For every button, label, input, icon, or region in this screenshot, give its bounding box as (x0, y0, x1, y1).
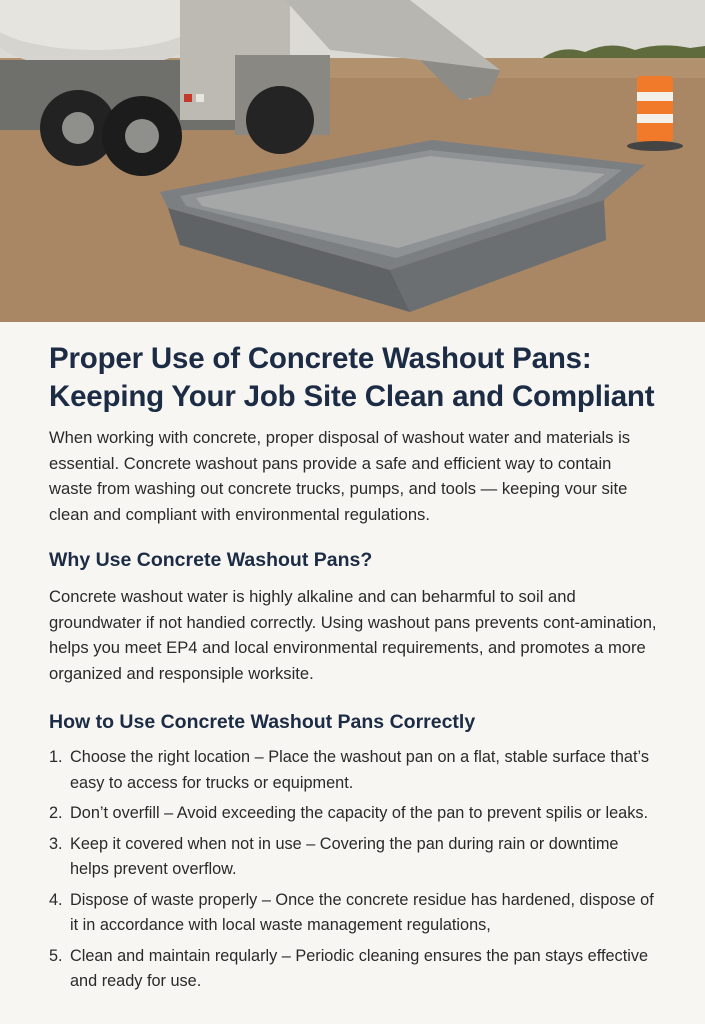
title-line-1: Proper Use of Concrete Washout Pans: (49, 342, 592, 375)
step-number: 2. (49, 804, 63, 822)
step-text: Dispose of waste properly – Once the concrete residue has hardened, dispose of it in accordance with local waste management regulations, (70, 890, 654, 934)
step-number: 5. (49, 946, 63, 965)
hero-photo (0, 0, 705, 322)
step-number: 3. (49, 834, 63, 853)
step-text: Don’t overfill – Avoid exceeding the capacity of the pan to prevent spilis or leaks. (70, 804, 649, 822)
article (0, 322, 705, 995)
title-line-2: Keeping Your Job Site Clean and Compliant (49, 380, 655, 413)
step-item (49, 801, 657, 827)
intro-paragraph: When working with concrete, proper disposal of washout water and materials is essential. Concrete washout pans provide a safe and efficient way to contain waste from washing out concrete trucks, pumps, and tools — keeping vour site clean and compliant with environmental regulations. (49, 428, 631, 524)
step-text: Keep it covered when not in use – Covering the pan during rain or downtime helps prevent overflow. (70, 834, 619, 878)
how-heading: How to Use Concrete Washout Pans Correctly (49, 711, 476, 733)
step-item (49, 745, 657, 796)
step-item (49, 832, 657, 883)
step-number: 4. (49, 890, 63, 909)
step-text: Choose the right location – Place the washout pan on a flat, stable surface that’s easy to access for trucks or equipment. (70, 748, 649, 792)
step-item (49, 944, 657, 995)
step-text: Clean and maintain reqularly – Periodic cleaning ensures the pan stays effective and ready for use. (70, 946, 649, 990)
hero-illustration (0, 0, 705, 322)
step-item (49, 888, 657, 939)
page-title (49, 340, 657, 416)
why-paragraph: Concrete washout water is highly alkaline and can beharmful to soil and groundwater if not handied correctly. Using washout pans prevents cont-amination, helps you meet EP4 and local environmental requirements, and promotes a more organized and responsiple worksite. (49, 587, 657, 683)
why-heading: Why Use Concrete Washout Pans? (49, 549, 373, 571)
steps-list (49, 745, 657, 995)
step-number: 1. (49, 748, 63, 766)
